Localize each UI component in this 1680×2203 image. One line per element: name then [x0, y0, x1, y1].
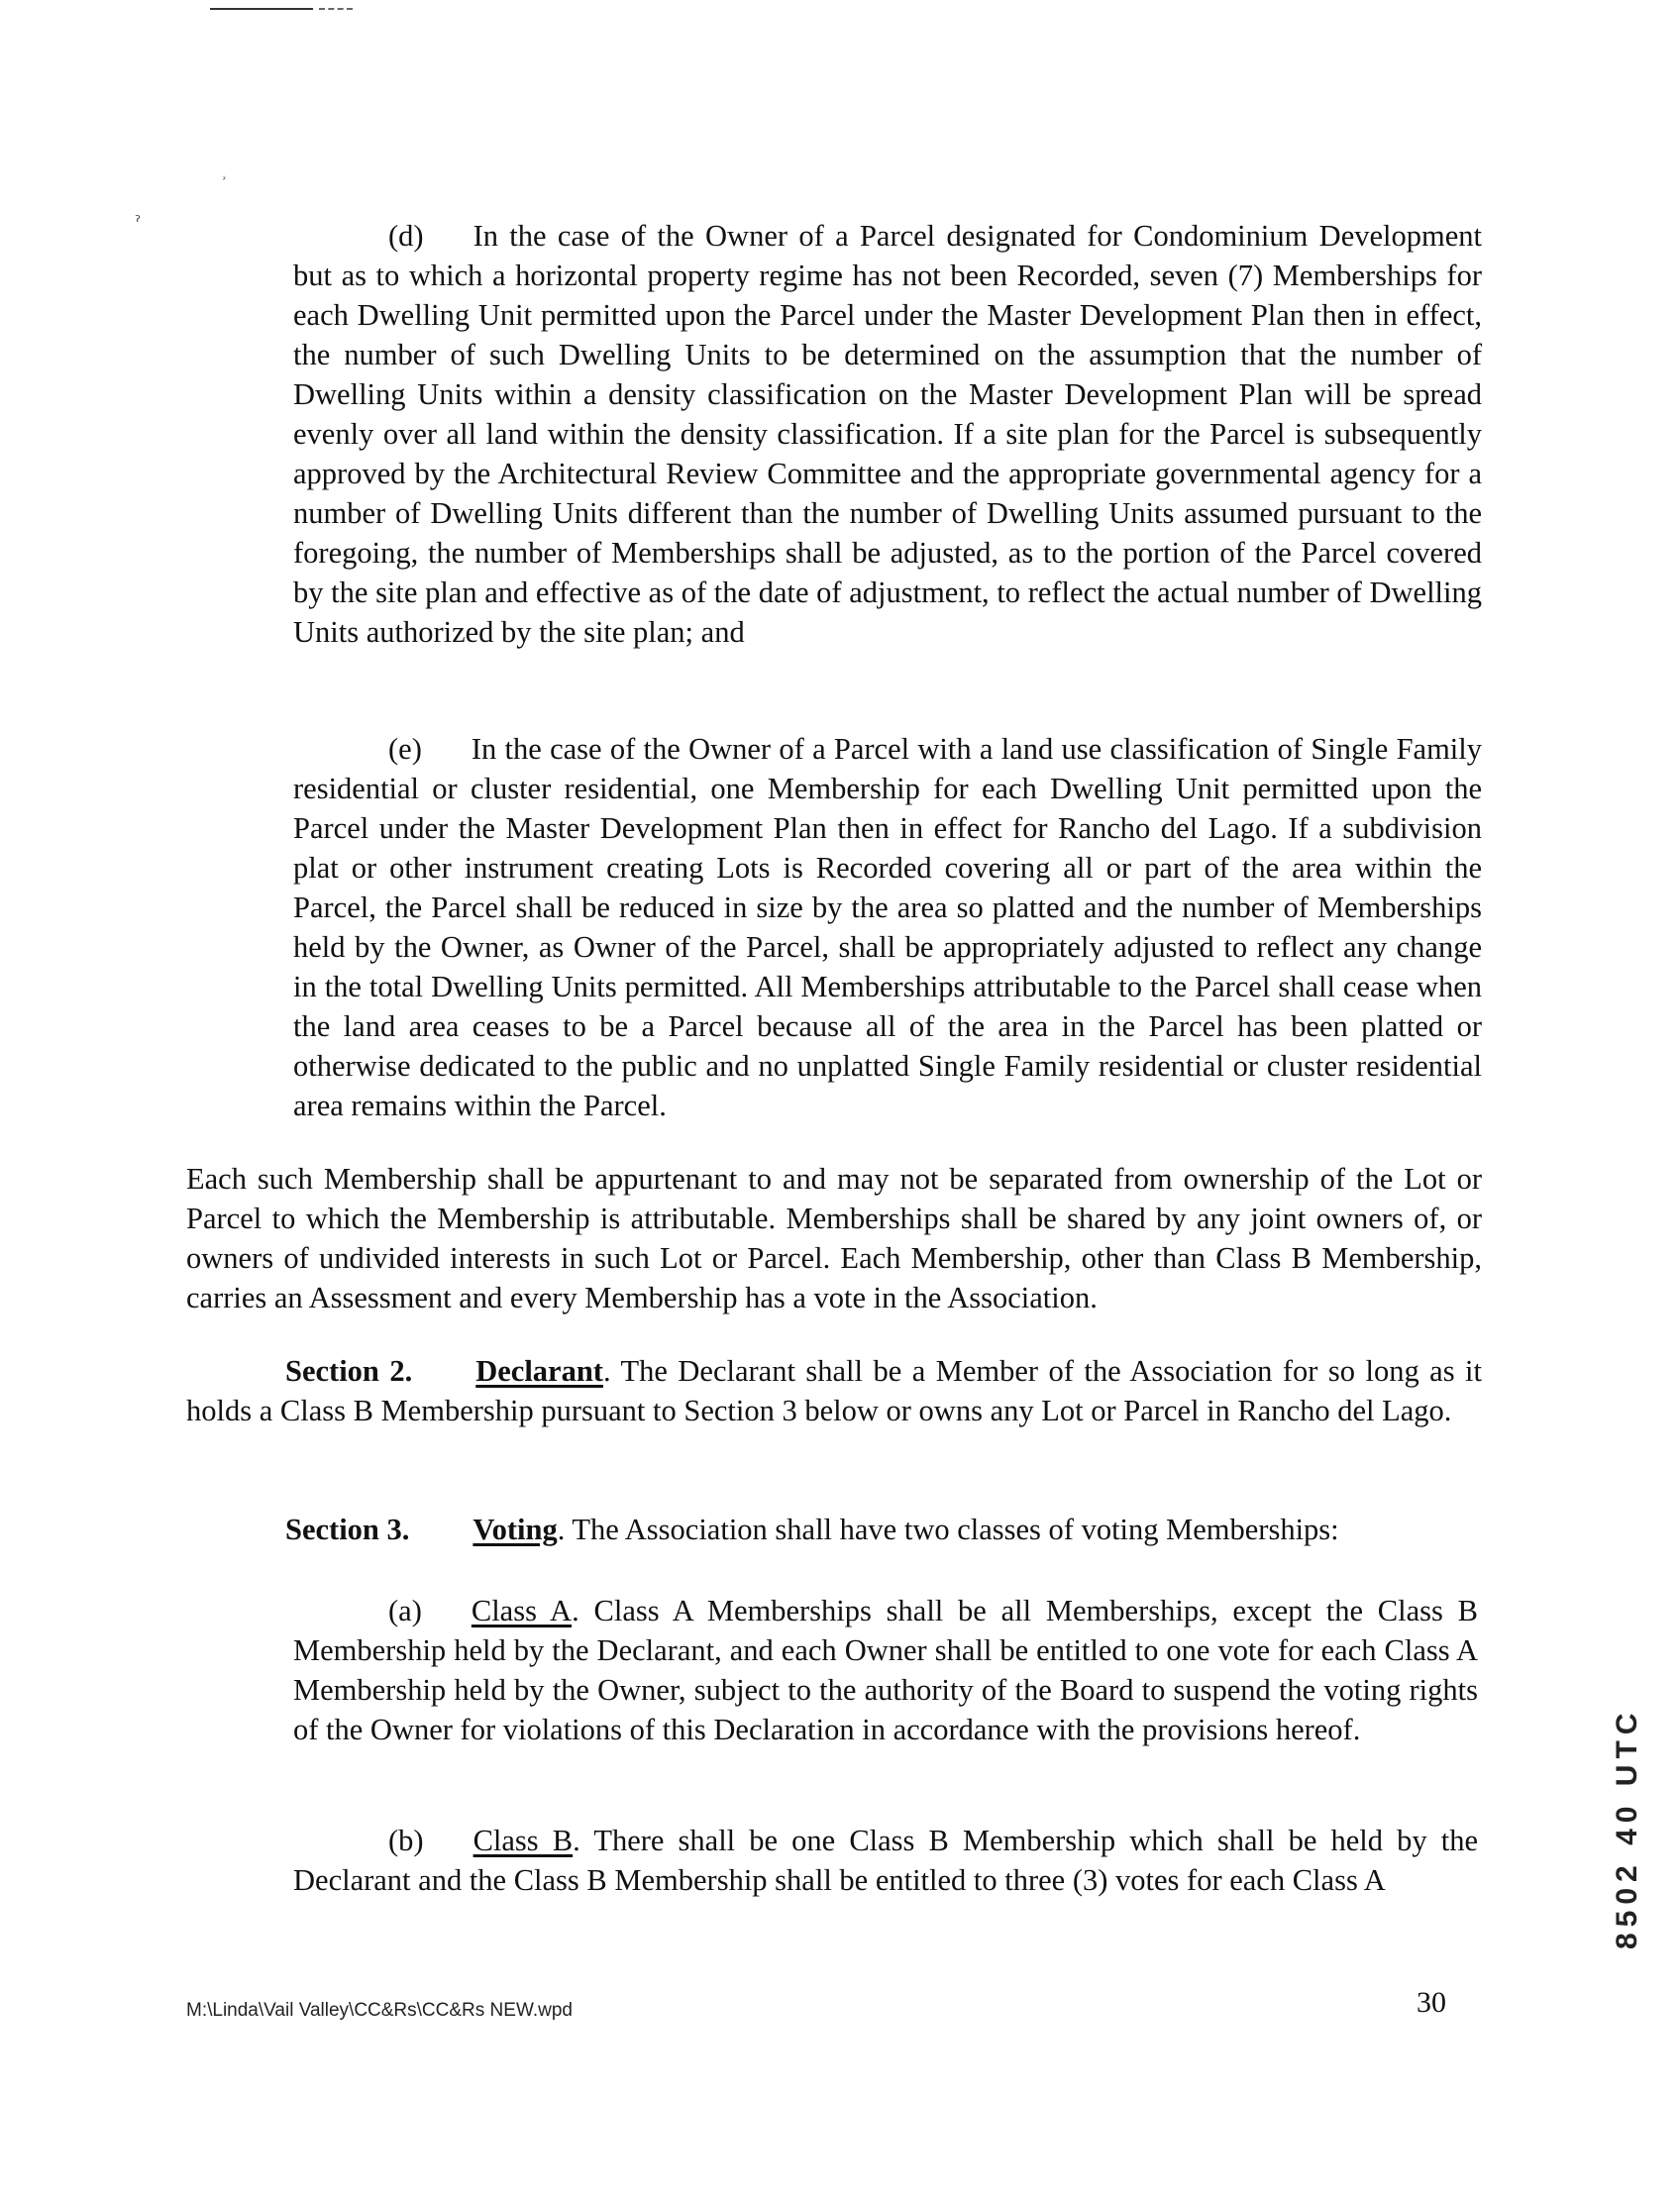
recording-stamp-graphic — [1605, 1565, 1644, 1951]
recording-stamp-text: 8502 40 UTC — [1611, 1707, 1643, 1949]
paragraph-a-label: (a) — [388, 1594, 422, 1627]
section-3 — [186, 1510, 1482, 1549]
paragraph-b-text: . There shall be one Class B Membership which shall be held by the Declarant and the Class B Membership shall be entitled to three (3) votes for each Class A — [293, 1824, 1479, 1897]
section-3-number: Section 3. — [285, 1513, 410, 1546]
section-3-heading: Voting — [472, 1513, 558, 1546]
paragraph-e-text: In the case of the Owner of a Parcel with a land use classification of Single Family residential or cluster residential, one Membership for each Dwelling Unit permitted upon the Parcel under the Master Development Plan then in effect for Rancho del Lago. If a subdivision plat or other instrument creating Lots is Recorded covering all or part of the area within the Parcel, the Parcel shall be reduced in size by the area so platted and the number of Memberships held by the Owner, as Owner of the Parcel, shall be appropriately adjusted to reflect any change in the total Dwelling Units permitted. All Memberships attributable to the Parcel shall cease when the land area ceases to be a Parcel because all of the area in the Parcel has been platted or otherwise dedicated to the public and no unplatted Single Family residential or cluster residential area remains within the Parcel. — [293, 732, 1482, 1122]
section-3-text: . The Association shall have two classes of voting Memberships: — [557, 1513, 1339, 1546]
paragraph-d — [293, 216, 1482, 652]
paragraph-b — [293, 1821, 1478, 1900]
recording-stamp — [1605, 1565, 1644, 1951]
top-rule-dash — [319, 8, 353, 10]
section-2-heading: Declarant — [475, 1354, 603, 1388]
paragraph-e-label: (e) — [388, 732, 422, 766]
scan-speck: ۥ — [222, 168, 227, 187]
page-number: 30 — [1417, 1986, 1446, 2019]
section-2-text: . The Declarant shall be a Member of the Association for so long as it holds a Class B Membership pursuant to Section 3 below or owns any Lot or Parcel in Rancho del Lago. — [186, 1354, 1482, 1427]
paragraph-b-label: (b) — [388, 1824, 424, 1857]
paragraph-a-text: . Class A Memberships shall be all Memberships, except the Class B Membership held by the Declarant, and each Owner shall be entitled to one vote for each Class A Membership held by the Owner, subject to the authority of the Board to suspend the voting rights of the Owner for violations of this Declaration in accordance with the provisions hereof. — [293, 1594, 1478, 1746]
membership-note: Each such Membership shall be appurtenant to and may not be separated from ownership of the Lot or Parcel to which the Membership is attributable. Memberships shall be shared by any joint owners of, or owners of undivided interests in such Lot or Parcel. Each Membership, other than Class B Membership, carries an Assessment and every Membership has a vote in the Association. — [186, 1162, 1482, 1314]
section-2 — [186, 1351, 1482, 1430]
paragraph-d-label: (d) — [388, 219, 424, 253]
top-rule — [210, 8, 313, 10]
paragraph-d-text: In the case of the Owner of a Parcel designated for Condominium Development but as to which a horizontal property regime has not been Recorded, seven (7) Memberships for each Dwelling Unit permitted upon the Parcel under the Master Development Plan then in effect, the number of such Dwelling Units to be determined on the assumption that the number of Dwelling Units within a density classification on the Master Development Plan will be spread evenly over all land within the density classification. If a site plan for the Parcel is subsequently approved by the Architectural Review Committee and the appropriate governmental agency for a number of Dwelling Units different than the number of Dwelling Units assumed pursuant to the foregoing, the number of Memberships shall be adjusted, as to the portion of the Parcel covered by the site plan and effective as of the date of adjustment, to reflect the actual number of Dwelling Units authorized by the site plan; and — [293, 219, 1482, 649]
section-2-number: Section 2. — [285, 1354, 413, 1388]
paragraph-a — [293, 1591, 1478, 1749]
scan-speck: ˀ — [135, 212, 141, 231]
paragraph-a-heading: Class A — [471, 1594, 573, 1627]
paragraph-e — [293, 729, 1482, 1125]
paragraph-b-heading: Class B — [472, 1824, 574, 1857]
footer-file-path: M:\Linda\Vail Valley\CC&Rs\CC&Rs NEW.wpd — [186, 2000, 573, 2021]
